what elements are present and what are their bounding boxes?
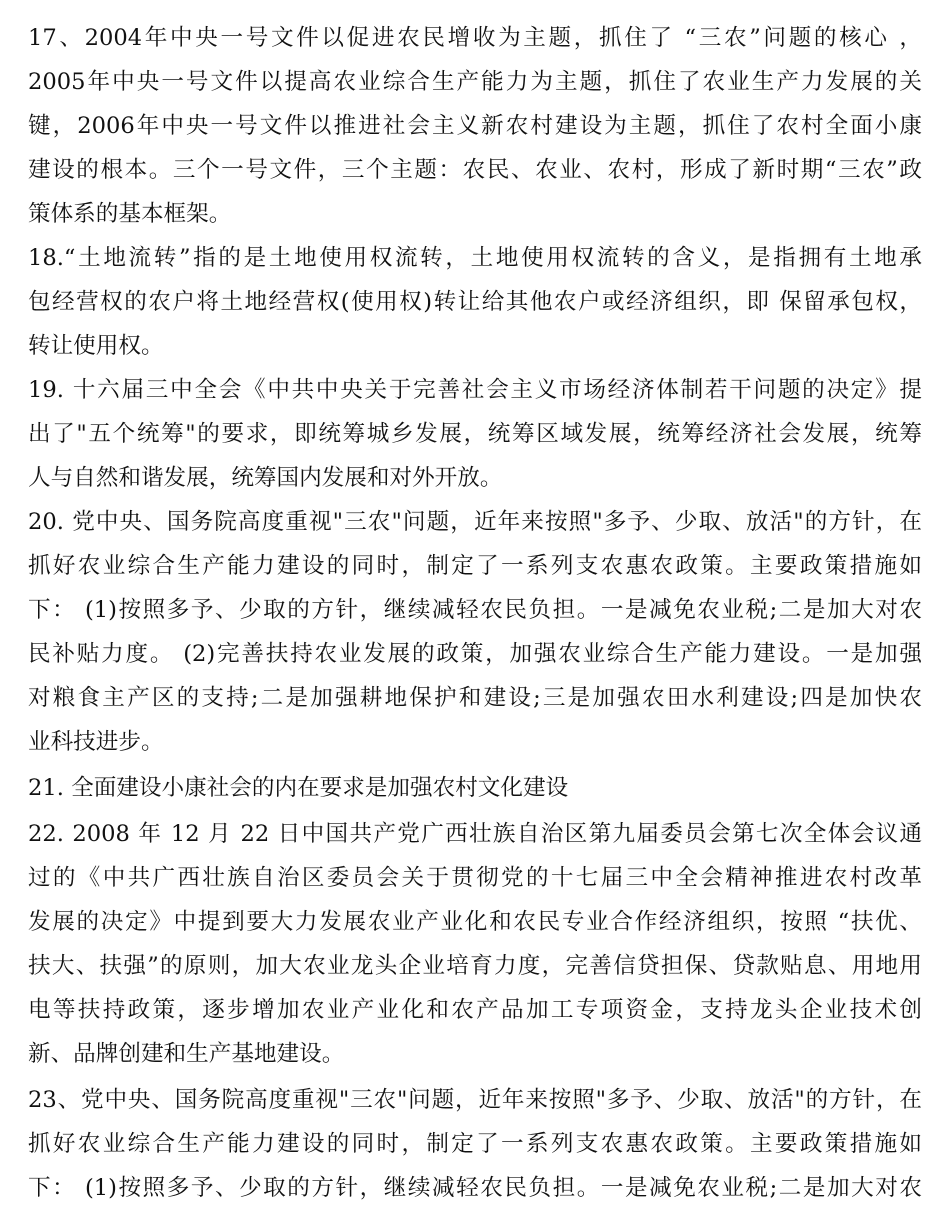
text-line: 策体系的基本框架。	[28, 201, 232, 227]
text-line: 人与自然和谐发展，统筹国内发展和对外开放。	[28, 465, 503, 491]
text-line: 业科技进步。	[28, 729, 164, 755]
text-line: 下： (1)按照多予、少取的方针，继续减轻农民负担。一是减免农业税;二是加大对农	[28, 597, 922, 623]
text-line: 对粮食主产区的支持;二是加强耕地保护和建设;三是加强农田水利建设;四是加快农	[28, 685, 922, 711]
text-line: 18.“土地流转”指的是土地使用权流转，土地使用权流转的含义，是指拥有土地承	[28, 245, 922, 271]
text-line: 扶大、扶强”的原则，加大农业龙头企业培育力度，完善信贷担保、贷款贴息、用地用	[28, 953, 922, 979]
text-line: 抓好农业综合生产能力建设的同时，制定了一系列支农惠农政策。主要政策措施如	[28, 553, 922, 579]
text-line: 过的《中共广西壮族自治区委员会关于贯彻党的十七届三中全会精神推进农村改革	[28, 865, 922, 891]
text-line: 17、2004年中央一号文件以促进农民增收为主题，抓住了 “三农”问题的核心 ，	[28, 25, 922, 51]
text-line: 包经营权的农户将土地经营权(使用权)转让给其他农户或经济组织，即 保留承包权，	[28, 289, 922, 315]
text-line: 21. 全面建设小康社会的内在要求是加强农村文化建设	[28, 775, 569, 801]
text-line: 19. 十六届三中全会《中共中央关于完善社会主义市场经济体制若干问题的决定》提	[28, 377, 922, 403]
text-line: 下： (1)按照多予、少取的方针，继续减轻农民负担。一是减免农业税;二是加大对农	[28, 1175, 922, 1201]
text-line: 20. 党中央、国务院高度重视"三农"问题，近年来按照"多予、少取、放活"的方针，在	[28, 509, 922, 535]
text-line: 民补贴力度。 (2)完善扶持农业发展的政策，加强农业综合生产能力建设。一是加强	[28, 641, 922, 667]
text-line: 2005年中央一号文件以提高农业综合生产能力为主题，抓住了农业生产力发展的关	[28, 69, 922, 95]
text-line: 出了"五个统筹"的要求，即统筹城乡发展，统筹区域发展，统筹经济社会发展，统筹	[28, 421, 922, 447]
text-line: 抓好农业综合生产能力建设的同时，制定了一系列支农惠农政策。主要政策措施如	[28, 1131, 922, 1157]
text-line: 22. 2008 年 12 月 22 日中国共产党广西壮族自治区第九届委员会第七次全体会议通	[28, 821, 922, 847]
text-line: 新、品牌创建和生产基地建设。	[28, 1041, 345, 1067]
text-line: 建设的根本。三个一号文件，三个主题：农民、农业、农村，形成了新时期“三农”政	[28, 157, 922, 183]
text-line: 电等扶持政策，逐步增加农业产业化和农产品加工专项资金，支持龙头企业技术创	[28, 997, 922, 1023]
text-line: 23、党中央、国务院高度重视"三农"问题，近年来按照"多予、少取、放活"的方针，在	[28, 1087, 922, 1113]
text-line: 发展的决定》中提到要大力发展农业产业化和农民专业合作经济组织，按照 “扶优、	[28, 909, 922, 935]
text-line: 转让使用权。	[28, 333, 164, 359]
text-line: 键，2006年中央一号文件以推进社会主义新农村建设为主题，抓住了农村全面小康	[28, 113, 922, 139]
